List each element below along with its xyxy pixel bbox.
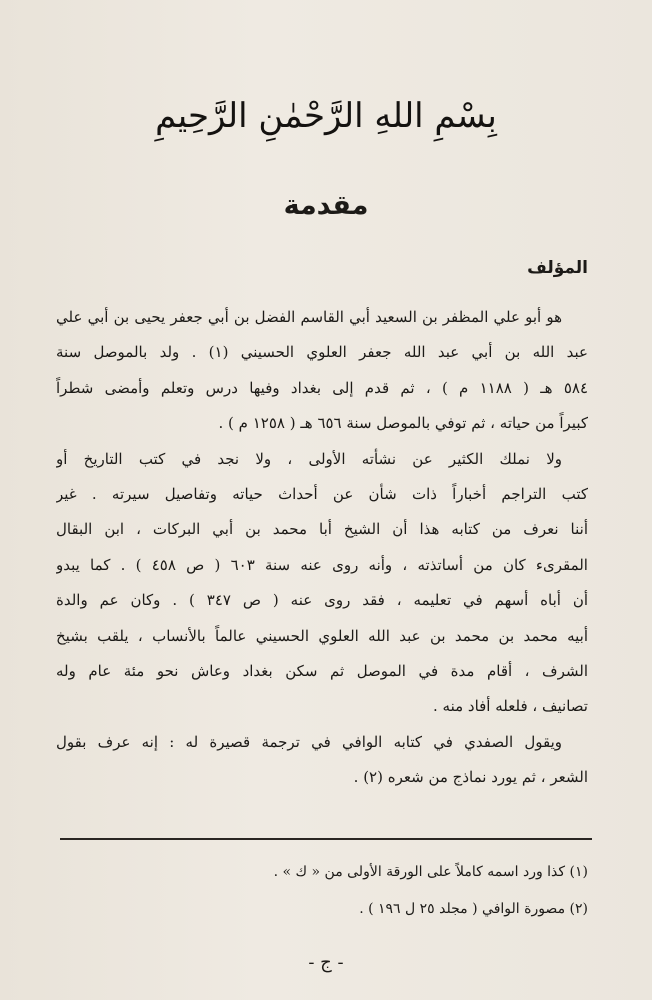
text-line: هو أبو علي المظفر بن السعيد أبي القاسم الفضل بن أبي جعفر يحيى بن أبي علي [56,308,563,326]
text-line: أبيه محمد بن محمد بن عبد الله العلوي الحسيني عالماً بالأنساب ، يلقب بشيخ [56,626,588,645]
footnote-2: (٢) مصورة الوافي ( مجلد ٢٥ ل ١٩٦ ) . [359,901,588,917]
text-line: ٥٨٤ هـ ( ١١٨٨ م ) ، ثم قدم إلى بغداد وفيها درس وتعلم وأمضى شطراً [56,378,588,397]
text-line: أن أباه أسهم في تعليمه ، فقد روى عنه ( ص ٣٤٧ ) . وكان عم والدة [56,591,588,610]
footnote-divider [60,838,592,840]
footnotes [56,854,588,928]
text-line: كتب التراجم أخباراً ذات شأن عن أحداث حياته وتفاصيل سيرته . غير [56,484,588,503]
text-line: الشعر ، ثم يورد نماذج من شعره (٢) . [353,768,588,787]
text-line: تصانيف ، فلعله أفاد منه . [432,697,588,716]
text-line: كبيراً من حياته ، ثم توفي بالموصل سنة ٦٥٦ هـ ( ١٢٥٨ م ) . [218,414,588,433]
text-line: ولا نملك الكثير عن نشأته الأولى ، ولا نجد في كتب التاريخ أو [56,449,562,468]
text-line: عبد الله بن أبي عبد الله جعفر العلوي الحسيني (١) . ولد بالموصل سنة [56,343,588,362]
section-subheading: المؤلف [527,258,588,278]
page-number: - ج - [308,952,344,973]
main-text [56,300,588,795]
text-line: أننا نعرف من كتابه هذا أن الشيخ أبا محمد بن أبي البركات ، ابن البقال [56,520,588,539]
text-line: ويقول الصفدي في كتابه الوافي في ترجمة قصيرة له : إنه عرف بقول [56,732,562,751]
footnote-1: (١) كذا ورد اسمه كاملاً على الورقة الأولى من « ك » . [273,864,588,880]
basmala: بِسْمِ اللهِ الرَّحْمٰنِ الرَّحِيمِ [155,96,497,136]
text-line: المقرىء كان من أساتذته ، وأنه روى عنه سنة ٦٠٣ ( ص ٤٥٨ ) . كما يبدو [56,555,588,574]
text-line: الشرف ، أقام مدة في الموصل ثم سكن بغداد وعاش نحو مئة عام وله [56,661,588,680]
page-heading: مقدمة [283,190,369,221]
